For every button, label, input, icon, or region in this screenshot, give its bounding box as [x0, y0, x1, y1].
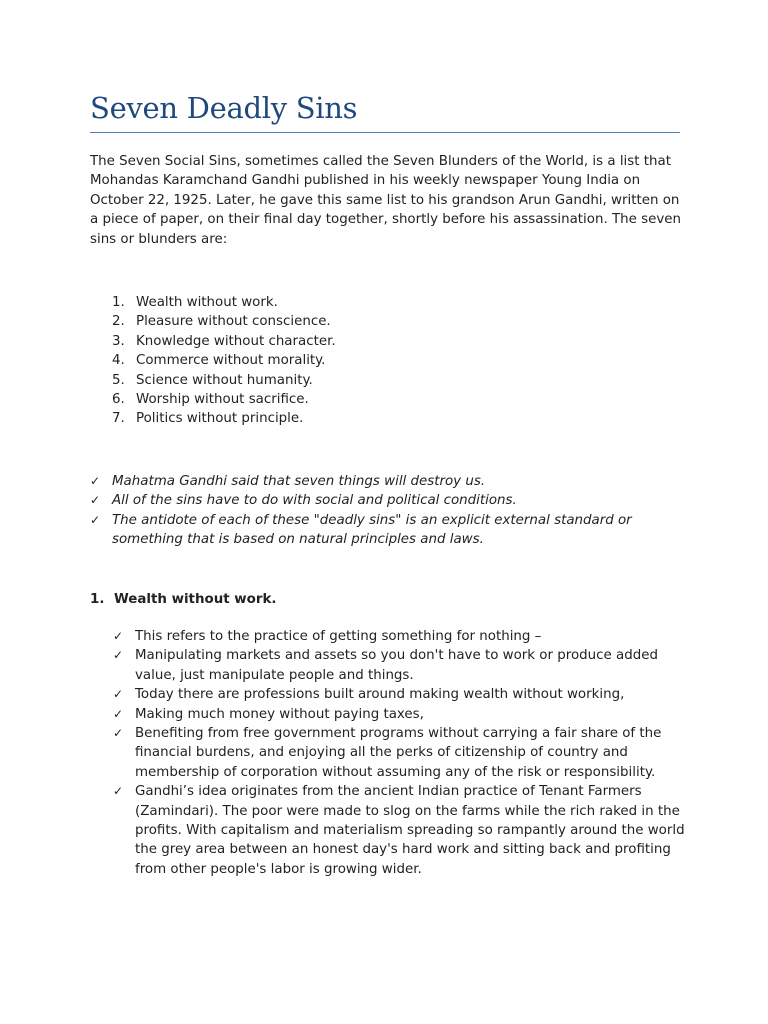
checklist-item	[113, 782, 688, 879]
list-text: Knowledge without character.	[136, 333, 336, 349]
checklist-item	[90, 491, 670, 510]
checklist-text: Today there are professions built around making wealth without working,	[135, 687, 625, 703]
checklist-item	[113, 685, 688, 704]
list-number: 7.	[112, 411, 125, 427]
list-item	[90, 351, 336, 370]
checklist-text: All of the sins have to do with social and political conditions.	[112, 493, 517, 509]
checklist-item	[90, 511, 670, 550]
checklist-item	[113, 705, 688, 724]
list-number: 6.	[112, 392, 125, 408]
checklist-item	[113, 646, 688, 685]
section-checklist	[113, 627, 688, 879]
checkmark-icon: ✓	[113, 648, 124, 663]
section-number: 1.	[90, 592, 105, 607]
section-title: Wealth without work.	[114, 592, 277, 607]
checklist-text: This refers to the practice of getting something for nothing –	[135, 629, 542, 644]
list-number: 4.	[112, 353, 125, 369]
list-item	[90, 293, 336, 312]
list-number: 5.	[112, 372, 125, 388]
checklist-text: The antidote of each of these "deadly sins" is an explicit external standard or something that is based on natural principles and laws.	[112, 512, 632, 548]
list-text: Worship without sacrifice.	[136, 392, 309, 408]
checklist-text: Manipulating markets and assets so you don't have to work or produce added value, just manipulate people and things.	[135, 648, 658, 683]
section-heading	[90, 590, 276, 609]
checkmark-icon: ✓	[113, 726, 124, 741]
list-item	[90, 409, 336, 428]
list-number: 3.	[112, 333, 125, 349]
checkmark-icon: ✓	[113, 687, 124, 702]
sins-list	[90, 293, 336, 429]
checkmark-icon: ✓	[90, 493, 101, 508]
title-underline	[90, 132, 680, 133]
intro-paragraph: The Seven Social Sins, sometimes called the Seven Blunders of the World, is a list that Mohandas Karamchand Gandhi published in his weekly newspaper Young India on October 22, 1925. Later, he gave this same list to his grandson Arun Gandhi, written on a piece of paper, on their final day together, shortly before his assassination. The seven sins or blunders are:	[90, 154, 681, 247]
checklist-text: Benefiting from free government programs without carrying a fair share of the financial burdens, and enjoying all the perks of citizenship of country and membership of corporation without assuming any of the risk or responsibility.	[135, 726, 662, 780]
list-item	[90, 332, 336, 351]
checklist-item	[113, 724, 688, 782]
list-item	[90, 390, 336, 409]
list-text: Wealth without work.	[136, 295, 278, 310]
checklist-text: Making much money without paying taxes,	[135, 706, 424, 722]
list-text: Pleasure without conscience.	[136, 314, 331, 330]
list-text: Commerce without morality.	[136, 353, 326, 369]
checkmark-icon: ✓	[113, 784, 124, 799]
checklist-text: Mahatma Gandhi said that seven things will destroy us.	[112, 474, 486, 489]
checklist-text: Gandhi’s idea originates from the ancient Indian practice of Tenant Farmers (Zamindari). The poor were made to slog on the farms while the rich raked in the profits. With capitalism and materialism spreading so rampantly around the world the grey area between an honest day's hard work and sitting back and profiting from other people's labor is growing wider.	[135, 784, 685, 877]
list-item	[90, 312, 336, 331]
list-item	[90, 371, 336, 390]
checkmark-icon: ✓	[113, 629, 124, 643]
list-number: 2.	[112, 314, 125, 330]
page-title: Seven Deadly Sins	[90, 91, 358, 125]
checkmark-icon: ✓	[90, 512, 101, 527]
list-number: 1.	[112, 295, 125, 310]
checkmark-icon: ✓	[90, 474, 101, 488]
list-text: Politics without principle.	[136, 411, 304, 427]
checklist-item	[90, 472, 670, 491]
checklist-item	[113, 627, 688, 646]
summary-checklist	[90, 472, 670, 550]
checkmark-icon: ✓	[113, 706, 124, 721]
list-text: Science without humanity.	[136, 372, 313, 388]
